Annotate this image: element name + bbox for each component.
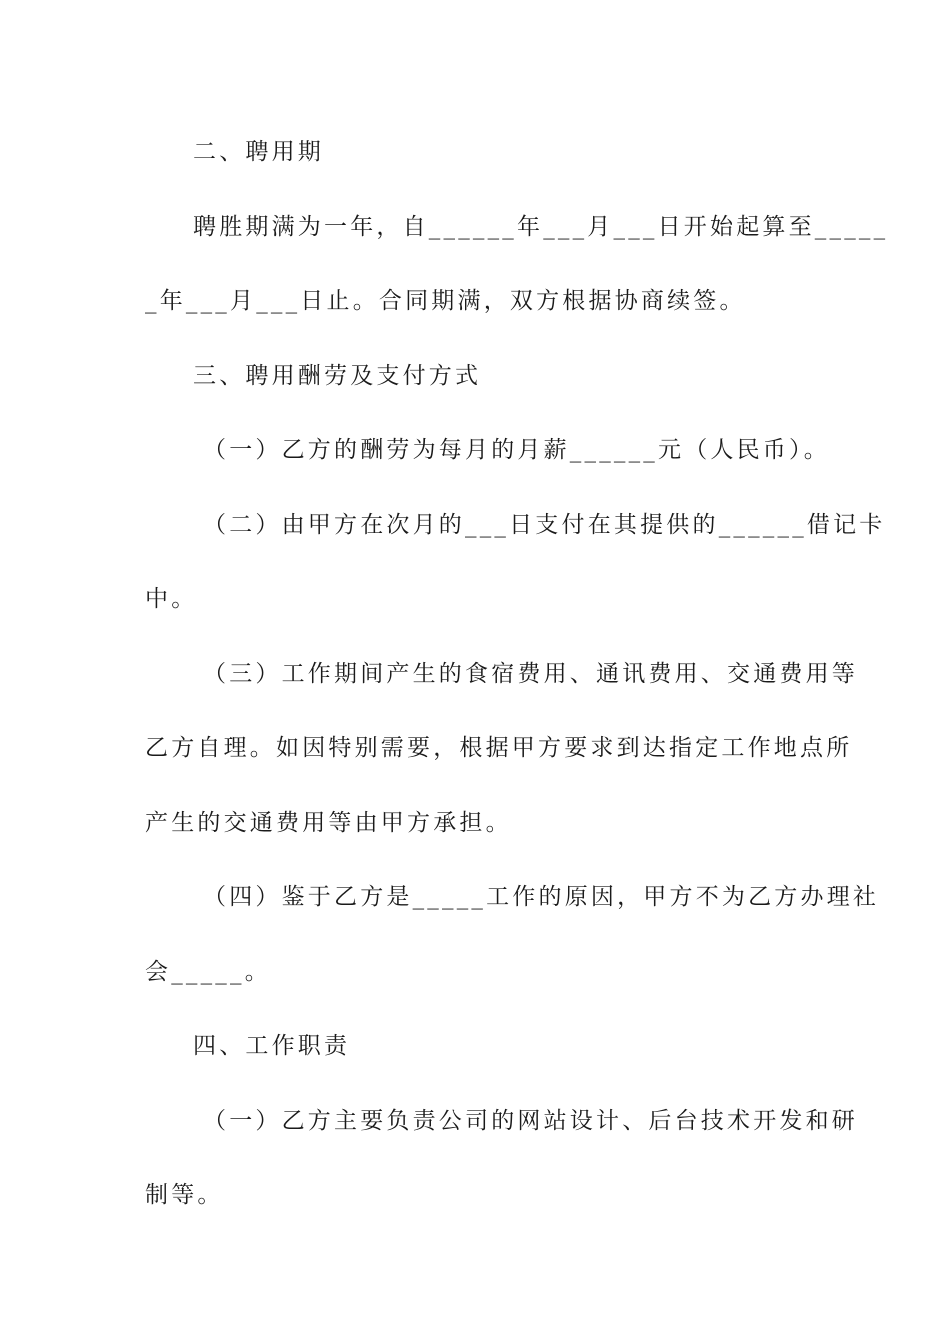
paragraph-line: （三）工作期间产生的食宿费用、通讯费用、交通费用等 — [203, 661, 858, 687]
paragraph-line: （二）由甲方在次月的___日支付在其提供的______借记卡 — [203, 512, 886, 538]
paragraph-line: （一）乙方的酬劳为每月的月薪______元（人民币）。 — [203, 437, 830, 463]
paragraph-line: 聘胜期满为一年，自______年___月___日开始起算至_____ — [193, 214, 889, 240]
paragraph-line: （四）鉴于乙方是_____工作的原因，甲方不为乙方办理社 — [203, 884, 880, 910]
section-heading-remuneration: 三、聘用酬劳及支付方式 — [193, 363, 482, 389]
paragraph-line: 制等。 — [145, 1182, 224, 1208]
paragraph-line: 产生的交通费用等由甲方承担。 — [145, 810, 512, 836]
section-heading-employment-period: 二、聘用期 — [193, 139, 324, 165]
section-heading-job-duties: 四、工作职责 — [193, 1033, 351, 1059]
paragraph-line: 中。 — [145, 586, 198, 612]
paragraph-line: 乙方自理。如因特别需要，根据甲方要求到达指定工作地点所 — [145, 735, 853, 761]
paragraph-line: _年___月___日止。合同期满，双方根据协商续签。 — [145, 288, 746, 314]
paragraph-line: 会_____。 — [145, 959, 271, 985]
paragraph-line: （一）乙方主要负责公司的网站设计、后台技术开发和研 — [203, 1108, 858, 1134]
